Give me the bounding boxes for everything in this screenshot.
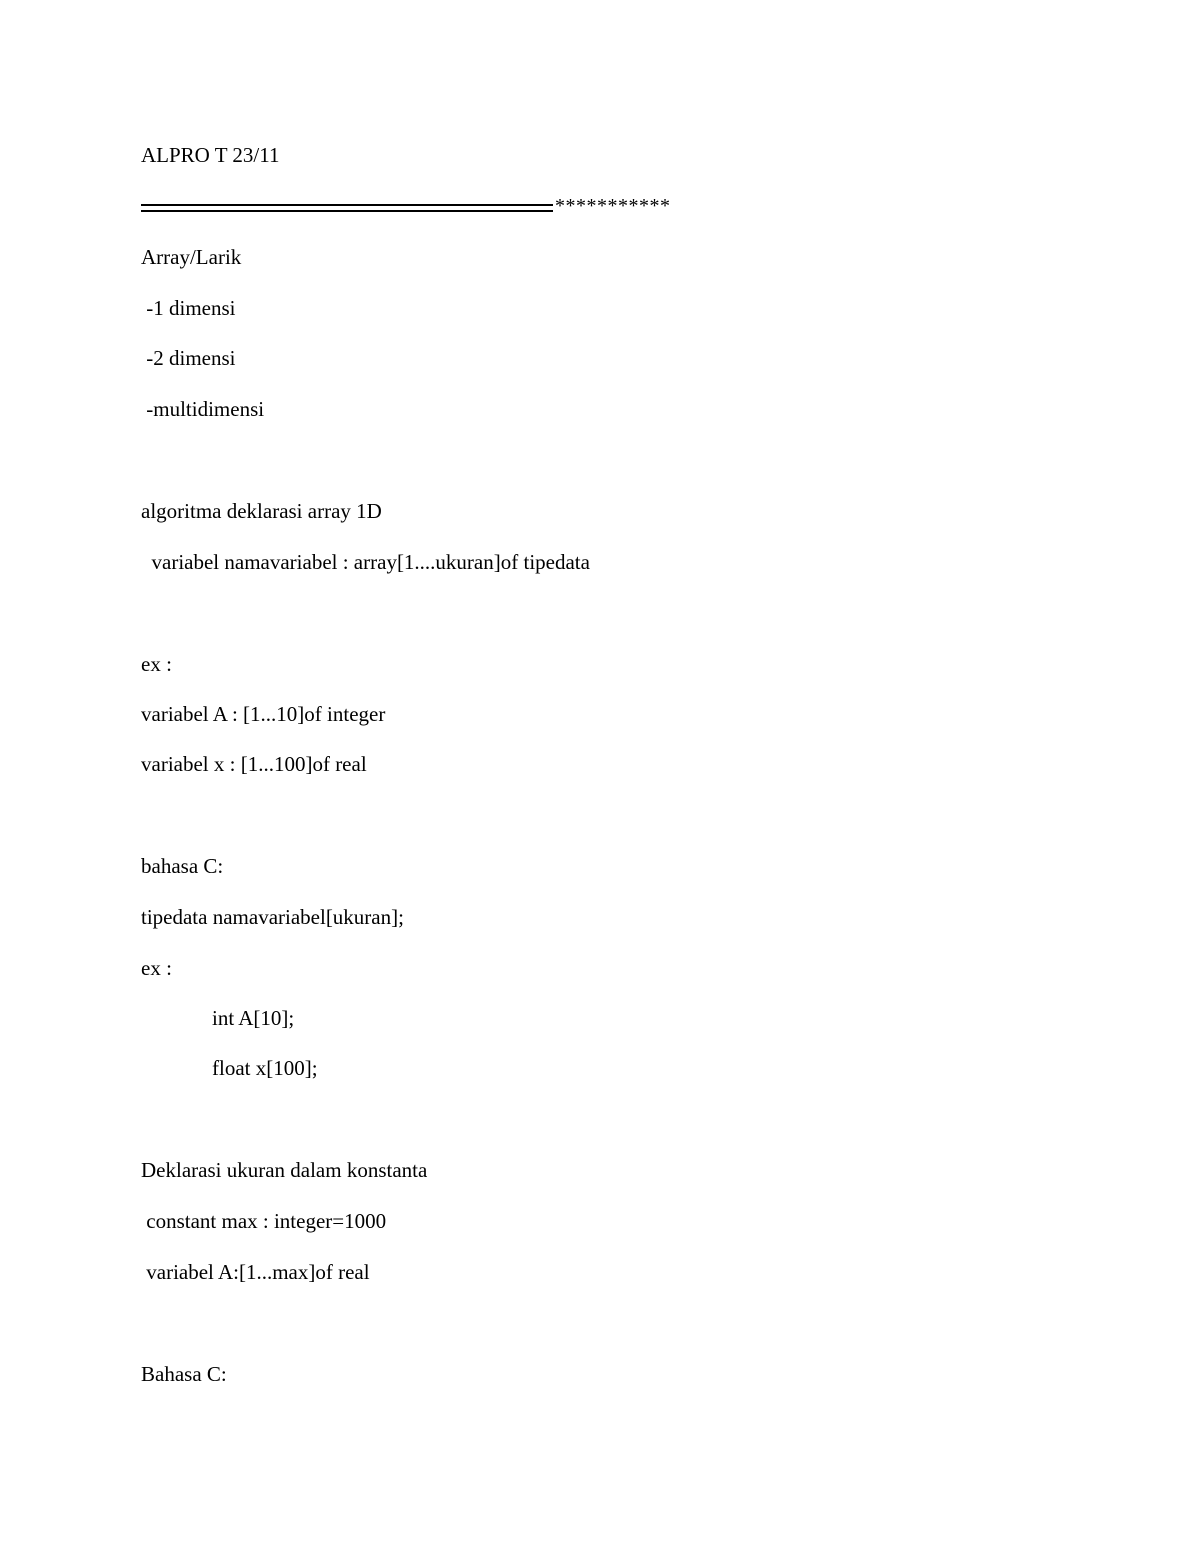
const-variable: variabel A:[1...max]of real bbox=[141, 1260, 370, 1284]
bahasa-c-heading-1: bahasa C: bbox=[141, 854, 224, 878]
c-example-float: float x[100]; bbox=[212, 1056, 318, 1080]
separator-stars: *********** bbox=[555, 195, 671, 217]
separator-line bbox=[141, 193, 671, 219]
c-syntax: tipedata namavariabel[ukuran]; bbox=[141, 905, 404, 929]
algo-heading: algoritma deklarasi array 1D bbox=[141, 499, 382, 523]
list-item-multidim: -multidimensi bbox=[141, 397, 265, 421]
example-label-1: ex : bbox=[141, 652, 172, 676]
equals-rule bbox=[141, 204, 553, 212]
algo-syntax: variabel namavariabel : array[1....ukuran]of tipedata bbox=[141, 550, 590, 574]
document-title: ALPRO T 23/11 bbox=[141, 143, 280, 167]
example-var-x: variabel x : [1...100]of real bbox=[141, 752, 367, 776]
c-example-int: int A[10]; bbox=[212, 1006, 295, 1030]
const-declaration: constant max : integer=1000 bbox=[141, 1209, 387, 1233]
bahasa-c-heading-2: Bahasa C: bbox=[141, 1362, 227, 1386]
example-var-a: variabel A : [1...10]of integer bbox=[141, 702, 386, 726]
list-item-dim1: -1 dimensi bbox=[141, 296, 236, 320]
heading-array: Array/Larik bbox=[141, 245, 242, 269]
example-label-2: ex : bbox=[141, 956, 172, 980]
list-item-dim2: -2 dimensi bbox=[141, 346, 236, 370]
const-heading: Deklarasi ukuran dalam konstanta bbox=[141, 1158, 428, 1182]
